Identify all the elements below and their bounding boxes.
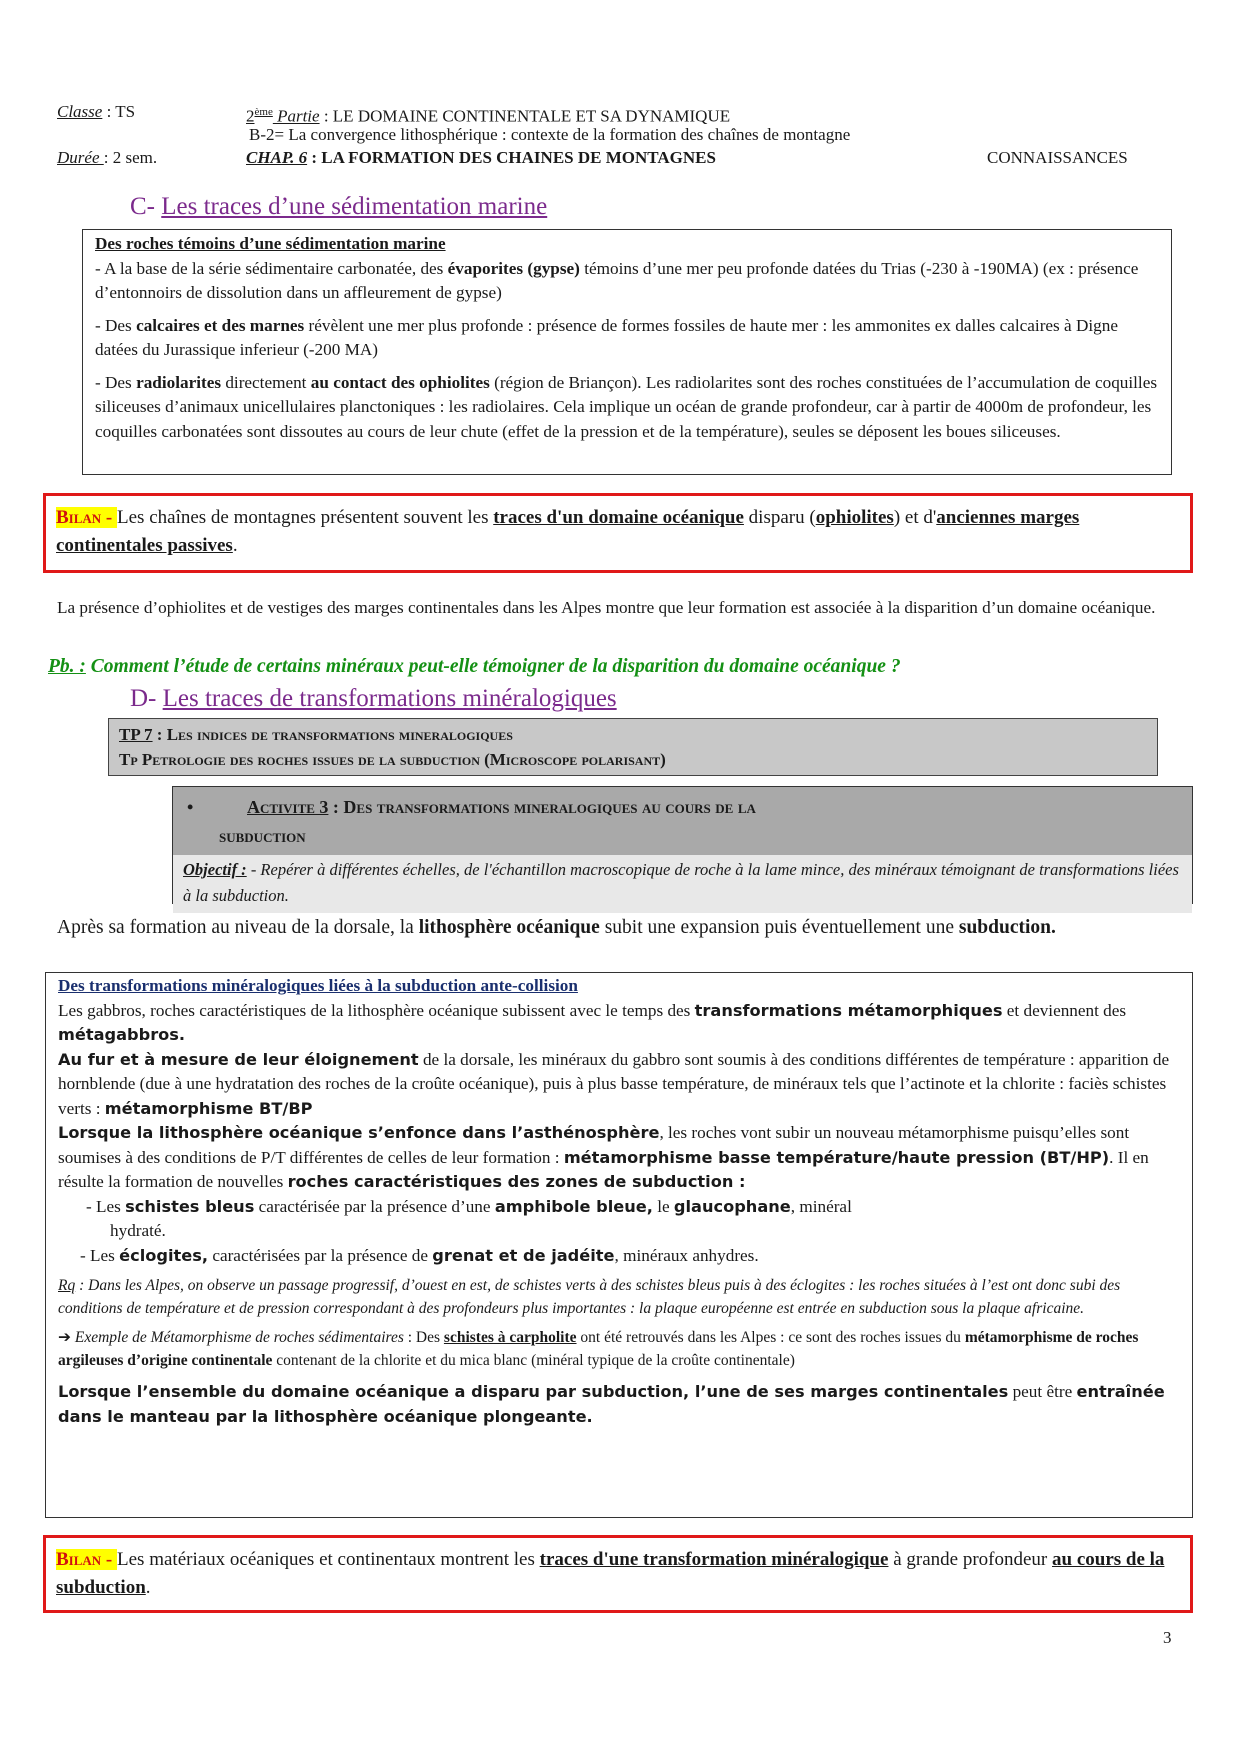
gabbros-paragraph: Les gabbros, roches caractéristiques de la lithosphère océanique subissent avec le temps des transformations métamorphiques et deviennent des métagabbros. xyxy=(58,1000,1127,1044)
remark-paragraph: Rq : Dans les Alpes, on observe un passage progressif, d’ouest en est, de schistes verts à des schistes bleus puis à des éclogites : les roches situées à l’est ont donc subi des conditions de température et de pression correspondant à des profondeurs plus importantes : la plaque européenne est entrée en subduction sous la plaque africaine. xyxy=(58,1277,1121,1317)
tp-line-1: TP 7 : Les indices de transformations mineralogiques xyxy=(119,725,513,744)
remark-label: Rq xyxy=(58,1277,76,1294)
problem-statement xyxy=(48,656,1208,678)
list-item-schistes-bleus: - Les schistes bleus caractérisée par la présence d’une amphibole bleue, le glaucophane, minéral xyxy=(86,1196,852,1216)
intro-text: La présence d’ophiolites et de vestiges des marges continentales dans les Alpes montre que leur formation est associée à la disparition d’un domaine océanique. xyxy=(57,598,1156,617)
section-c-title xyxy=(130,193,547,221)
list-item-hydrate: hydraté. xyxy=(110,1221,166,1240)
transformations-box xyxy=(45,972,1193,1518)
tp-box xyxy=(108,718,1158,776)
classe-label: Classe xyxy=(57,102,103,121)
arrow-right-icon: ➔ xyxy=(58,1329,71,1346)
problem-text: Comment l’étude de certains minéraux peut-elle témoigner de la disparition du domaine océanique ? xyxy=(85,656,901,677)
list-item-eclogites: - Les éclogites, caractérisées par la présence de grenat et de jadéite, minéraux anhydres. xyxy=(80,1245,759,1265)
activity-label: Activite 3 xyxy=(247,797,329,817)
chapter-label: CHAP. 6 xyxy=(246,148,308,167)
continental-margin-paragraph: Lorsque l’ensemble du domaine océanique a disparu par subduction, l’une de ses marges continentales peut être entraînée dans le manteau par la lithosphère océanique plongeante. xyxy=(58,1382,1165,1426)
marine-sedimentation-box xyxy=(82,229,1172,475)
bilan-box-1: Bilan - Les chaînes de montagnes présentent souvent les traces d'un domaine océanique disparu (ophiolites) et d'anciennes marges continentales passives. xyxy=(43,493,1193,573)
section-c-heading: Les traces d’une sédimentation marine xyxy=(161,193,548,220)
subduction-paragraph: Lorsque la lithosphère océanique s’enfonce dans l’asthénosphère, les roches vont subir un nouveau métamorphisme puisqu’elles sont soumises à des conditions de P/T différentes de celles de leur formation : métamorphisme basse température/haute pression (BT/HP). Il en résulte la formation de nouvelles roches caractéristiques des zones de subduction : xyxy=(58,1123,1149,1191)
duree xyxy=(57,147,157,169)
calcaires-paragraph: - Des calcaires et des marnes révèlent une mer plus profonde : présence de formes fossiles de haute mer : les ammonites ex dalles calcaires à Digne datées du Jurassique inferieur (-200 MA) xyxy=(95,315,1118,359)
objectif-label: Objectif : xyxy=(183,860,247,879)
duree-label: Durée xyxy=(57,148,104,167)
evaporites-paragraph: - A la base de la série sédimentaire carbonatée, des évaporites (gypse) témoins d’une mer peu profonde datées du Trias (-230 à -190MA) (ex : présence d’entonnoirs de dissolution dans un affleurement de gypse) xyxy=(95,258,1139,302)
activity-header: • Activite 3 : Des transformations mineralogiques au cours de la subduction xyxy=(173,787,1192,855)
tp-line-2: Tp Petrologie des roches issues de la subduction (Microscope polarisant) xyxy=(119,750,666,769)
bilan-label-1: Bilan - xyxy=(56,507,118,528)
dorsale-paragraph: Au fur et à mesure de leur éloignement de la dorsale, les minéraux du gabbro sont soumis à des conditions différentes de température : apparition de hornblende (due à une hydratation des roches de la croûte océanique), puis à plus basse température, de minéraux tels que l’actinote et la chlorite : faciès schistes verts : métamorphisme BT/BP xyxy=(58,1049,1170,1118)
duree-value: : 2 sem. xyxy=(103,148,158,167)
header-subtitle: B-2= La convergence lithosphérique : contexte de la formation des chaînes de montagne xyxy=(249,125,851,144)
classe-value: : TS xyxy=(102,102,136,121)
page-number: 3 xyxy=(1163,1628,1172,1647)
bullet-icon: • xyxy=(187,797,194,817)
partie-sup: ème xyxy=(254,106,273,118)
marine-box-title: Des roches témoins d’une sédimentation marine xyxy=(95,234,446,253)
section-d-heading: Les traces de transformations minéralogiques xyxy=(162,685,617,712)
activity-box xyxy=(172,786,1193,904)
classe xyxy=(57,101,135,123)
connaissances-label: CONNAISSANCES xyxy=(987,148,1128,167)
radiolarites-paragraph: - Des radiolarites directement au contact des ophiolites (région de Briançon). Les radiolarites sont des roches constituées de l’accumulation de coquilles siliceuses d’animaux unicellulaires planctoniques : les radiolaires. Cela implique un océan de grande profondeur, car à partir de 4000m de profondeur, les coquilles carbonatées sont dissoutes au cours de leur chute (effet de la pression et de la température), seules se déposent les boues siliceuses. xyxy=(95,372,1158,441)
chapter-title xyxy=(246,147,716,169)
transformations-title: Des transformations minéralogiques liées à la subduction ante-collision xyxy=(58,976,578,995)
section-d-title xyxy=(130,685,617,713)
bilan-label-2: Bilan - xyxy=(56,1549,118,1570)
objectif-text: - Repérer à différentes échelles, de l'échantillon macroscopique de roche à la lame mince, des minéraux témoignant de transformations liées à la subduction. xyxy=(183,860,1179,905)
tp-label: TP 7 xyxy=(119,725,153,744)
partie-number: 2 xyxy=(246,106,255,126)
example-paragraph: ➔ Exemple de Métamorphisme de roches sédimentaires : Des schistes à carpholite ont été retrouvés dans les Alpes : ce sont des roches issues du métamorphisme de roches argileuses d’origine continentale contenant de la chlorite et du mica blanc (minéral typique de la croûte continentale) xyxy=(58,1329,1139,1369)
expansion-paragraph: Après sa formation au niveau de la dorsale, la lithosphère océanique subit une expansion puis éventuellement une subduction. xyxy=(57,917,1056,938)
problem-label: Pb. : xyxy=(48,656,86,677)
partie-value: : LE DOMAINE CONTINENTALE ET SA DYNAMIQUE xyxy=(319,106,731,126)
section-c-prefix: C- xyxy=(130,193,162,220)
chapter-value: : LA FORMATION DES CHAINES DE MONTAGNES xyxy=(307,148,716,167)
section-d-prefix: D- xyxy=(130,685,163,712)
header xyxy=(57,101,1177,176)
partie-label: Partie xyxy=(272,106,320,126)
activity-objective xyxy=(173,855,1192,913)
bilan-box-2: Bilan - Les matériaux océaniques et continentaux montrent les traces d'une transformation minéralogique à grande profondeur au cours de la subduction. xyxy=(43,1535,1193,1613)
